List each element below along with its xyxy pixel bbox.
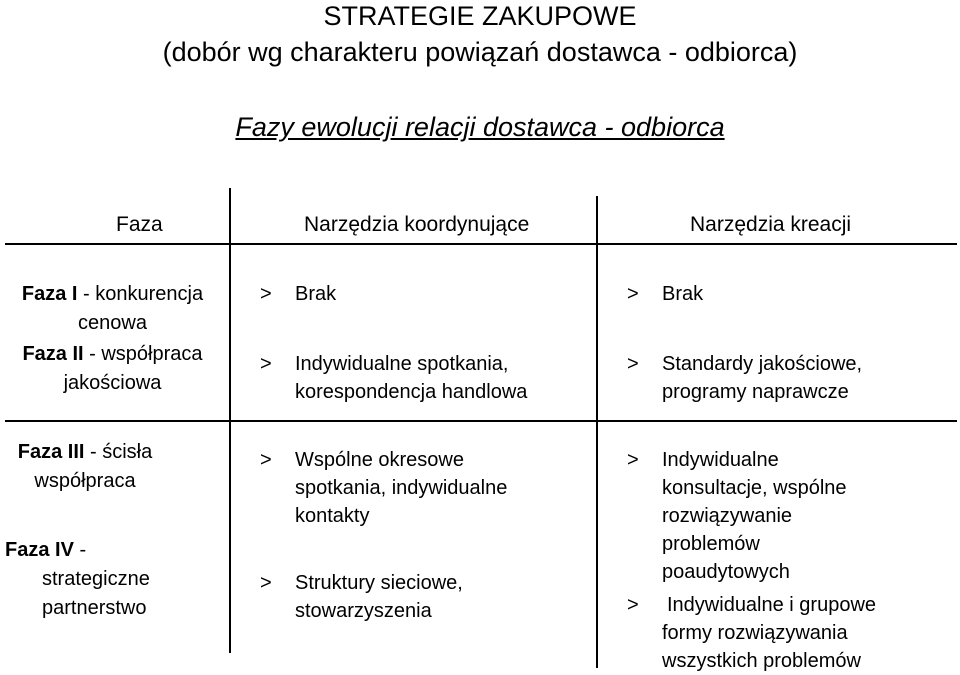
phase-4: Faza IV - strategiczne partnerstwo [5, 539, 150, 619]
page-title-subline: (dobór wg charakteru powiązań dostawca - odbiorca) [162, 37, 798, 67]
phase-3: Faza III - ścisła współpraca [17, 441, 153, 492]
row-group-divider [5, 420, 957, 422]
bullet-marker: > [627, 353, 639, 375]
phase-2: Faza II - współpraca jakościowa [22, 343, 203, 394]
phase-1-label: Faza I [21, 283, 78, 305]
bullet-marker: > [260, 449, 272, 471]
bullet-marker: > [627, 594, 639, 616]
column-divider-2 [596, 196, 598, 668]
section-subtitle: Fazy ewolucji relacji dostawca - odbiorca [235, 112, 725, 142]
phase-2-label: Faza II [22, 343, 84, 365]
header-phase: Faza [116, 213, 163, 236]
phase-1: Faza I - konkurencja cenowa [21, 283, 204, 334]
bullet-marker: > [627, 283, 639, 305]
bullet-marker: > [627, 449, 639, 471]
phase-4-label: Faza IV [5, 539, 74, 561]
header-creation-tools: Narzędzia kreacji [690, 213, 852, 236]
phase-3-label: Faza III [17, 441, 85, 463]
header-coordination-tools: Narzędzia koordynujące [304, 213, 530, 236]
bullet-marker: > [260, 353, 272, 375]
bullet-marker: > [260, 572, 272, 594]
page-title: STRATEGIE ZAKUPOWE [323, 1, 637, 31]
bullet-marker: > [260, 283, 272, 305]
header-divider [5, 243, 957, 245]
